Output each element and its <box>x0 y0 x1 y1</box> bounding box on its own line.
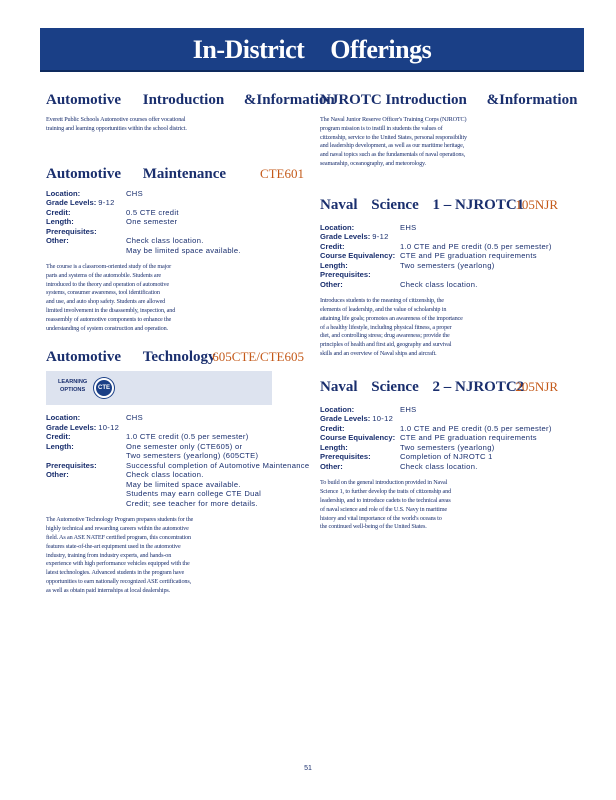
detail-row <box>320 433 558 443</box>
detail-key: Grade Levels: <box>46 422 97 432</box>
automotive-maintenance-description <box>46 263 304 333</box>
text-line: elements of leadership, and the value of scholarship in <box>320 306 447 314</box>
text-line: reassembly of automotive components to enhance the <box>46 315 172 323</box>
text-line: Science 1, to further develop the traits of citizenship and <box>320 488 452 496</box>
detail-value-line: CTE and PE graduation requirements <box>400 251 537 261</box>
detail-value-line: 9-12 <box>98 198 115 208</box>
automotive-technology-description <box>46 516 304 595</box>
detail-value <box>126 432 304 442</box>
automotive-maintenance-details <box>46 189 304 256</box>
detail-key: Prerequisites: <box>46 226 97 236</box>
text-line: history and vital importance of the world's oceans to <box>320 514 442 522</box>
detail-value-line: 10-12 <box>372 414 394 424</box>
text-line: of naval science and role of the U.S. Navy in maritime <box>320 505 447 513</box>
detail-row <box>46 413 304 423</box>
detail-value <box>400 462 558 472</box>
text-line: leadership, and to introduce cadets to the technical areas <box>320 496 451 504</box>
detail-value <box>126 236 304 255</box>
detail-value <box>400 261 558 271</box>
detail-value-line: 1.0 CTE and PE credit (0.5 per semester) <box>400 241 552 251</box>
detail-value <box>126 413 304 423</box>
njrotc-intro-text <box>320 116 558 169</box>
detail-value <box>400 280 558 290</box>
detail-value <box>372 414 558 424</box>
detail-row <box>320 242 558 252</box>
detail-row <box>320 270 558 280</box>
text-line: of a healthy lifestyle, including physical fitness, a proper <box>320 323 452 331</box>
detail-key: Course Equivalency: <box>320 251 396 261</box>
detail-key: Credit: <box>46 432 71 442</box>
detail-value <box>98 423 304 433</box>
detail-value-line: One semester <box>126 217 178 227</box>
detail-value <box>400 452 558 462</box>
detail-value <box>98 198 304 208</box>
text-line: the continued well-being of the United States. <box>320 523 427 531</box>
detail-value <box>400 223 558 233</box>
detail-value-line: 1.0 CTE credit (0.5 per semester) <box>126 432 249 442</box>
detail-value-line: Check class location. <box>400 461 478 471</box>
text-line: attaining life goals; promotes an awareness of the importance <box>320 314 463 322</box>
text-line: The course is a classroom-oriented study of the major <box>46 263 172 271</box>
detail-value-line: Check class location. <box>400 279 478 289</box>
naval-science-2-description <box>320 479 558 532</box>
banner-word-1: In-District <box>192 35 305 64</box>
detail-value-line: May be limited space available. <box>126 479 241 489</box>
detail-row <box>320 251 558 261</box>
detail-key: Other: <box>320 279 343 289</box>
detail-value-line: Two semesters (yearlong) <box>400 442 495 452</box>
text-line: industry, training from industry experts, and hands-on <box>46 551 172 559</box>
banner-word-2: Offerings <box>330 35 432 64</box>
detail-key: Length: <box>320 260 348 270</box>
text-line: The Naval Junior Reserve Officer's Training Corps (NJROTC) <box>320 116 467 123</box>
text-line: limited involvement in the disassembly, inspection, and <box>46 307 176 315</box>
detail-value-line: EHS <box>400 222 417 232</box>
detail-key: Location: <box>46 413 81 423</box>
detail-key: Credit: <box>320 241 345 251</box>
detail-key: Location: <box>320 404 355 414</box>
detail-value-line: May be limited space available. <box>126 245 241 255</box>
detail-value <box>126 208 304 218</box>
detail-value-line <box>400 270 558 280</box>
text-line: introduced to the theory and operation of automotive <box>46 280 169 288</box>
detail-key: Prerequisites: <box>320 270 371 280</box>
detail-key: Length: <box>46 217 74 227</box>
detail-value-line: CHS <box>126 413 143 423</box>
text-line: latest technologies. Advanced students in the program have <box>46 569 185 577</box>
naval-science-1-title: Naval Science 1 – NJROTC1 105NJR <box>320 196 558 213</box>
detail-row <box>46 423 304 433</box>
automotive-technology-details <box>46 413 310 508</box>
detail-value-line: 10-12 <box>98 422 120 432</box>
detail-row <box>46 208 304 218</box>
automotive-intro-title: Automotive Introduction &Information <box>46 92 335 108</box>
automotive-maintenance-title: Automotive Maintenance CTE601 <box>46 165 304 182</box>
detail-key: Course Equivalency: <box>320 433 396 443</box>
learning-options-label: LEARNING OPTIONS <box>58 379 88 394</box>
detail-value-line: Students may earn college CTE Dual <box>126 489 262 499</box>
text-line: and naval topics such as the fundamentals of naval operations, <box>320 151 465 159</box>
detail-value <box>400 424 558 434</box>
detail-key: Length: <box>320 442 348 452</box>
detail-value-line: CTE and PE graduation requirements <box>400 433 537 443</box>
detail-row <box>46 227 304 237</box>
text-line: diet, and controlling stress; drug awareness; provide the <box>320 332 450 340</box>
detail-value-line: Successful completion of Automotive Maintenance <box>126 460 310 470</box>
detail-value-line: One semester only (CTE605) or <box>126 441 243 451</box>
detail-key: Credit: <box>46 207 71 217</box>
text-line: skills and an overview of Naval ships and aircraft. <box>320 350 437 358</box>
detail-value <box>400 242 558 252</box>
text-line: principles of health and first aid, geography and survival <box>320 341 452 349</box>
detail-value-line: CHS <box>126 188 143 198</box>
detail-row <box>46 198 304 208</box>
text-line: program mission is to instill in students the values of <box>320 124 443 132</box>
detail-value-line: Two semesters (yearlong) <box>400 260 495 270</box>
text-line: To build on the general introduction provided in Naval <box>320 479 448 487</box>
text-line: as well as obtain paid internships at local dealerships. <box>46 586 171 594</box>
detail-row <box>46 432 304 442</box>
detail-row <box>320 232 558 242</box>
detail-value-line: Completion of NJROTC 1 <box>400 452 493 462</box>
detail-value-line: Two semesters (yearlong) (605CTE) <box>126 451 259 461</box>
detail-value-line <box>126 227 304 237</box>
page-number: 51 <box>304 765 312 772</box>
njrotc-intro-title: NJROTC Introduction &Information <box>320 92 578 108</box>
detail-value <box>126 442 304 461</box>
detail-value-line: 0.5 CTE credit <box>126 207 179 217</box>
detail-value <box>126 217 304 227</box>
detail-value-line: 9-12 <box>372 232 389 242</box>
text-line: The Automotive Technology Program prepares students for the <box>46 516 194 524</box>
course-code: 605CTE/CTE605 <box>212 349 304 365</box>
detail-row <box>46 189 304 199</box>
text-line: and use, and auto shop safety. Students are allowed <box>46 298 166 306</box>
detail-value <box>126 189 304 199</box>
detail-key: Credit: <box>320 423 345 433</box>
detail-value <box>126 470 304 508</box>
detail-value <box>126 461 309 471</box>
detail-key: Grade Levels: <box>320 414 371 424</box>
detail-row <box>320 424 558 434</box>
detail-key: Location: <box>46 188 81 198</box>
detail-row <box>46 460 310 471</box>
text-line: experience with high performance vehicles equipped with the <box>46 560 190 568</box>
naval-science-1-details <box>320 223 558 290</box>
right-column <box>320 90 578 532</box>
detail-key: Other: <box>320 461 343 471</box>
detail-row <box>320 261 558 271</box>
course-code: 205NJR <box>515 378 558 394</box>
text-line: systems, consumer awareness, tool identification <box>46 289 160 297</box>
detail-value-line: Check class location. <box>126 236 204 246</box>
naval-science-1-description <box>320 297 558 359</box>
detail-value <box>400 251 558 261</box>
detail-key: Location: <box>320 222 355 232</box>
detail-key: Grade Levels: <box>46 198 97 208</box>
detail-key: Grade Levels: <box>320 232 371 242</box>
text-line: features state-of-the-art equipment used in the automotive <box>46 542 181 550</box>
naval-science-2-title: Naval Science 2 – NJROTC2 205NJR <box>320 378 558 395</box>
detail-row <box>46 442 304 461</box>
detail-row <box>46 217 304 227</box>
detail-key: Prerequisites: <box>46 460 97 470</box>
detail-value <box>126 227 304 237</box>
text-line: seamanship, oceanography, and meteorology. <box>320 159 426 167</box>
text-line: and leadership development, as well as our maritime heritage, <box>320 142 465 150</box>
left-column <box>46 90 335 596</box>
text-line: understanding of system construction and operation. <box>46 324 168 332</box>
detail-key: Other: <box>46 470 69 480</box>
detail-key: Other: <box>46 236 69 246</box>
detail-value-line: Check class location. <box>126 470 204 480</box>
detail-value <box>400 270 558 280</box>
automotive-technology-title: Automotive Technology 605CTE/CTE605 <box>46 349 304 366</box>
text-line: citizenship, service to the United States, personal responsibility <box>320 133 467 141</box>
page-banner <box>40 28 584 72</box>
automotive-intro-text: Everett Public Schools Automotive courses offer vocational training and learning opportunities within the school district. <box>46 116 187 132</box>
detail-row <box>320 452 558 462</box>
text-line: opportunities to earn nationally recognized ASE certifications, <box>46 578 192 586</box>
course-code: CTE601 <box>259 165 304 181</box>
detail-key: Prerequisites: <box>320 452 371 462</box>
detail-row <box>320 462 558 472</box>
course-code: 105NJR <box>515 196 558 212</box>
detail-row <box>46 470 304 508</box>
text-line: Introduces students to the meaning of citizenship, the <box>320 297 444 305</box>
cte-badge-icon: CTE <box>94 378 114 398</box>
detail-row <box>46 236 304 255</box>
detail-key: Length: <box>46 441 74 451</box>
detail-row <box>320 223 558 233</box>
naval-science-2-details <box>320 405 558 472</box>
text-line: highly technical and rewarding careers within the automotive <box>46 525 189 533</box>
detail-row <box>320 405 558 415</box>
text-line: field. As an ASE NATEF certified program, this concentration <box>46 534 191 542</box>
detail-row <box>320 414 558 424</box>
detail-value-line: 1.0 CTE and PE credit (0.5 per semester) <box>400 423 552 433</box>
detail-value <box>400 433 558 443</box>
detail-value-line: EHS <box>400 404 417 414</box>
detail-value <box>400 405 558 415</box>
detail-value <box>400 443 558 453</box>
detail-value-line: Credit; see teacher for more details. <box>126 498 258 508</box>
text-line: parts and systems of the automobile. Students are <box>46 271 162 279</box>
detail-row <box>320 280 558 290</box>
learning-options-box <box>46 371 272 405</box>
detail-value <box>372 232 558 242</box>
detail-row <box>320 443 558 453</box>
